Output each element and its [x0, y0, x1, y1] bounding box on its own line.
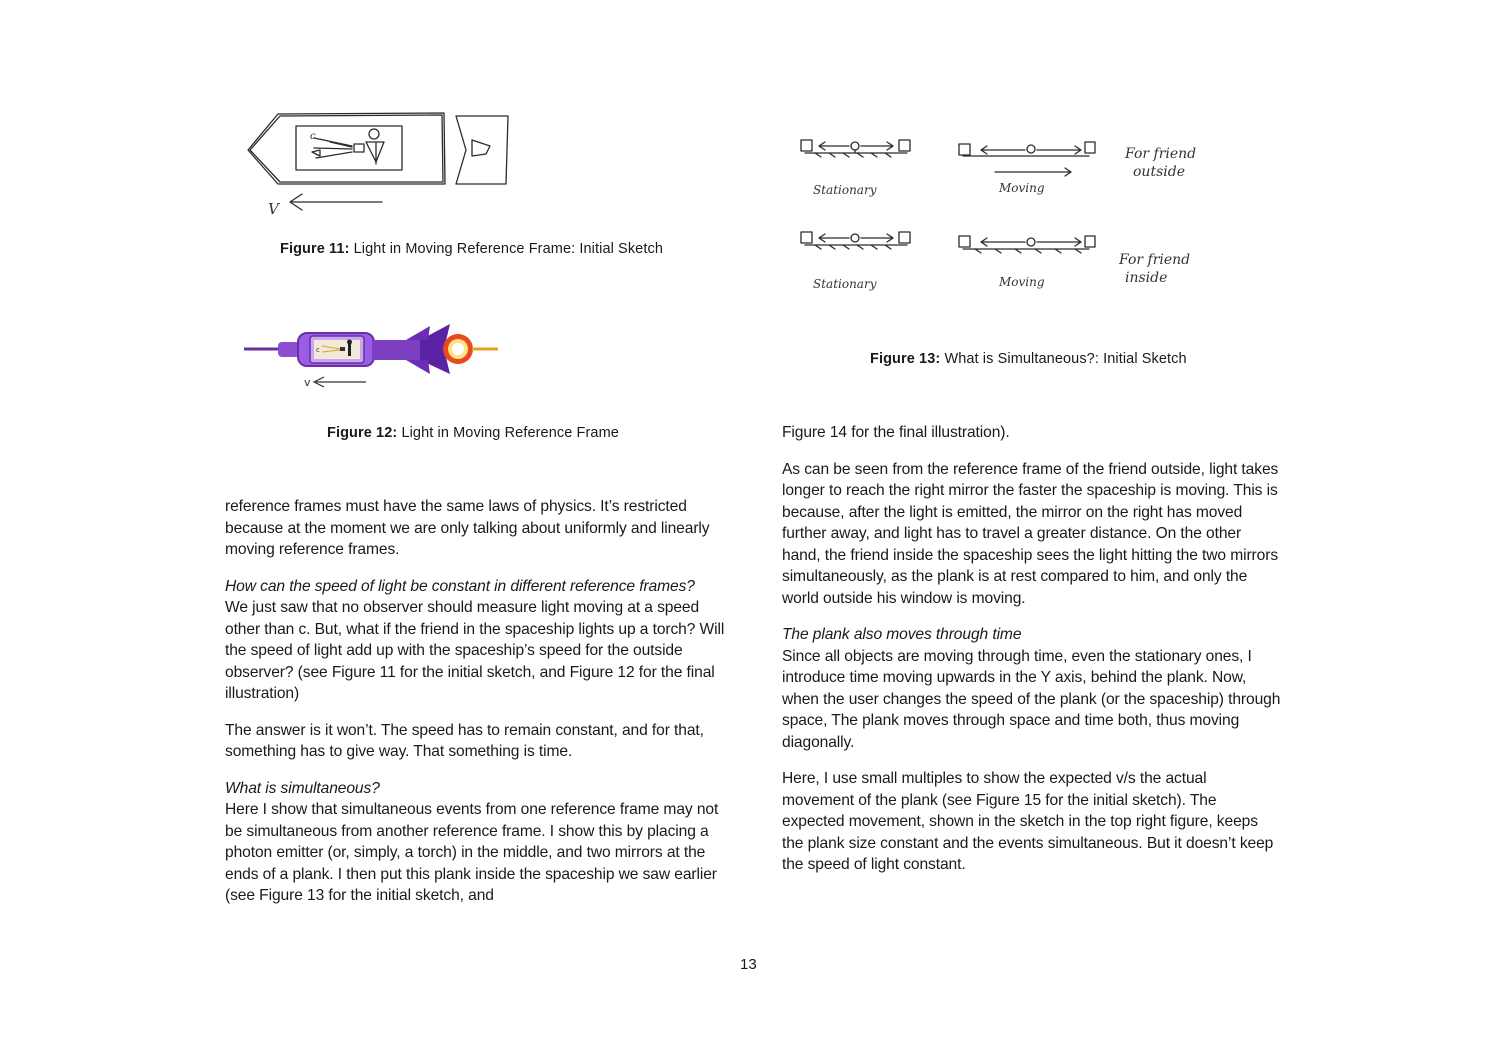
fig13-friend-inside-1: For friend [1119, 252, 1191, 268]
left-heading-simultaneous: What is simultaneous? [225, 779, 380, 797]
fig13-friend-outside-1: For friend [1125, 146, 1197, 162]
left-paragraph-4: Here I show that simultaneous events from one reference frame may not be simultaneous from another reference frame. I show this by placing a photon emitter (or, simply, a torch) in the middle, and two mirrors at the ends of a plank. I then put this plank inside the spaceship we saw earlier (see Figure 13 for the initial sketch, and [225, 801, 719, 904]
figure-11-caption-text: Light in Moving Reference Frame: Initial Sketch [353, 241, 663, 257]
fig13-friend-inside-2: inside [1125, 270, 1168, 286]
right-paragraph-1: As can be seen from the reference frame of the friend outside, light takes longer to reach the right mirror the faster the spaceship is moving. This is because, after the light is emitted, the mirror on the right has moved further away, and light has to travel a greater distance. On the other hand, the friend inside the spaceship sees the light hitting the two mirrors simultaneously, as the plank is at rest compared to him, and only the world outside his window is moving. [782, 460, 1279, 607]
left-column [225, 496, 729, 922]
figure-12-label: Figure 12: [327, 425, 398, 441]
left-paragraph-2: We just saw that no observer should measure light moving at a speed other than c. But, what if the friend in the spaceship lights up a torch? Will the speed of light add up with the spaceship’s speed for the outside observer? (see Figure 11 for the initial sketch, and Figure 12 for the final illustration) [225, 599, 725, 702]
fig11-v-label: V [268, 200, 279, 218]
fig13-stationary-2: Stationary [813, 277, 877, 291]
page-number: 13 [740, 956, 757, 973]
fig13-stationary-1: Stationary [813, 183, 877, 197]
right-paragraph-3: Here, I use small multiples to show the expected v/s the actual movement of the plank (see Figure 15 for the initial sketch). The expected movement, shown in the sketch in the top right figure, keeps the plank size constant and the events simultaneous. But it doesn’t keep the speed of light constant. [782, 770, 1274, 873]
figure-13-sketch [795, 132, 1215, 312]
fig11-c-label: c [310, 131, 316, 142]
figure-12-caption [327, 425, 619, 441]
figure-12-illustration [240, 318, 510, 390]
figure-12-caption-text: Light in Moving Reference Frame [401, 425, 619, 441]
right-paragraph-0: Figure 14 for the final illustration). [782, 424, 1010, 441]
right-heading-plank-time: The plank also moves through time [782, 626, 1022, 643]
right-column [782, 422, 1282, 891]
left-section-speed-of-light [225, 576, 729, 705]
figure-13-caption-text: What is Simultaneous?: Initial Sketch [944, 351, 1187, 367]
figure-11-sketch [240, 108, 520, 220]
fig12-v-label: v [304, 376, 311, 389]
figure-13-label: Figure 13: [870, 351, 941, 367]
left-paragraph-1: reference frames must have the same laws of physics. It’s restricted because at the moment we are only talking about uniformly and linearly moving reference frames. [225, 498, 710, 558]
figure-13-caption [870, 351, 1187, 367]
fig13-friend-outside-2: outside [1133, 164, 1185, 180]
right-paragraph-2: Since all objects are moving through time, even the stationary ones, I introduce time moving upwards in the Y axis, behind the plank. Now, when the user changes the speed of the plank (or the spaceship) through space, The plank moves through space and time both, thus moving diagonally. [782, 647, 1281, 751]
right-section-plank-time [782, 624, 1282, 753]
fig13-moving-2: Moving [999, 275, 1045, 289]
fig12-c-label: c [316, 346, 320, 354]
figure-11-caption [280, 241, 663, 257]
left-section-simultaneous [225, 778, 729, 907]
left-paragraph-3: The answer is it won’t. The speed has to remain constant, and for that, something has to give way. That something is time. [225, 721, 704, 760]
fig13-moving-1: Moving [999, 181, 1045, 195]
left-heading-speed-of-light: How can the speed of light be constant in different reference frames? [225, 577, 695, 595]
figure-11-label: Figure 11: [280, 241, 350, 257]
